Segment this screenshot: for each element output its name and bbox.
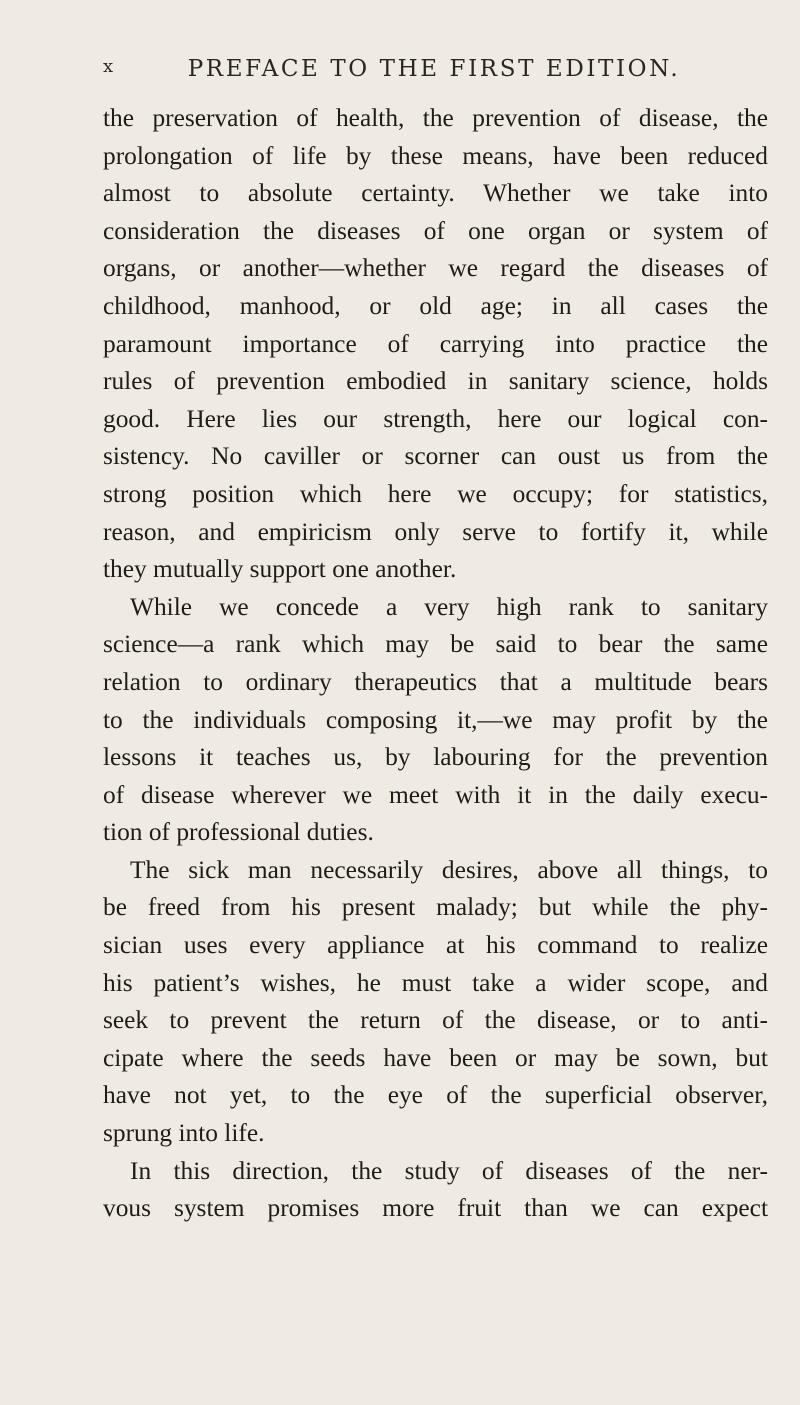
- text-line: consideration the diseases of one organ or system of: [103, 216, 768, 245]
- body-text: [103, 100, 768, 1228]
- text-line: cipate where the seeds have been or may be sown, but: [103, 1043, 768, 1072]
- text-line: lessons it teaches us, by labouring for the prevention: [103, 743, 768, 772]
- text-line: reason, and empiricism only serve to fortify it, while: [103, 517, 768, 546]
- text-line: they mutually support one another.: [103, 555, 457, 584]
- text-line: relation to ordinary therapeutics that a multitude bears: [103, 667, 768, 696]
- text-line: his patient’s wishes, he must take a wider scope, and: [103, 968, 768, 997]
- text-line: sician uses every appliance at his command to realize: [103, 931, 768, 960]
- text-line: seek to prevent the return of the disease, or to anti-: [103, 1006, 768, 1035]
- paragraph-nervous-system: [103, 1153, 768, 1228]
- text-line: childhood, manhood, or old age; in all cases the: [103, 291, 768, 320]
- text-line: sistency. No caviller or scorner can oust us from the: [103, 442, 768, 471]
- text-line: organs, or another—whether we regard the diseases of: [103, 254, 768, 283]
- page-header: [103, 56, 765, 86]
- text-line: strong position which here we occupy; for statistics,: [103, 479, 768, 508]
- text-line: good. Here lies our strength, here our logical con-: [103, 404, 768, 433]
- text-line: have not yet, to the eye of the superficial observer,: [103, 1081, 768, 1110]
- paragraph-preservation: [103, 100, 768, 589]
- text-line: The sick man necessarily desires, above all things, to: [130, 855, 768, 884]
- paragraph-sick-man: [103, 852, 768, 1153]
- text-line: of disease wherever we meet with it in the daily execu-: [103, 780, 768, 809]
- page-number: x: [103, 56, 115, 77]
- text-line: tion of professional duties.: [103, 818, 374, 847]
- text-line: to the individuals composing it,—we may profit by the: [103, 705, 768, 734]
- text-line: almost to absolute certainty. Whether we take into: [103, 179, 768, 208]
- text-line: sprung into life.: [103, 1119, 265, 1148]
- text-line: rules of prevention embodied in sanitary science, holds: [103, 367, 768, 396]
- text-line: paramount importance of carrying into practice the: [103, 329, 768, 358]
- paragraph-sanitary-science: [103, 589, 768, 852]
- text-line: In this direction, the study of diseases of the ner-: [130, 1156, 768, 1185]
- text-line: prolongation of life by these means, have been reduced: [103, 141, 768, 170]
- text-line: While we concede a very high rank to sanitary: [130, 592, 768, 621]
- running-title: PREFACE TO THE FIRST EDITION.: [187, 56, 681, 82]
- text-line: the preservation of health, the prevention of disease, the: [103, 104, 768, 132]
- text-line: science—a rank which may be said to bear the same: [103, 630, 768, 659]
- text-line: be freed from his present malady; but while the phy-: [103, 893, 768, 922]
- text-line: vous system promises more fruit than we can expect: [103, 1194, 768, 1223]
